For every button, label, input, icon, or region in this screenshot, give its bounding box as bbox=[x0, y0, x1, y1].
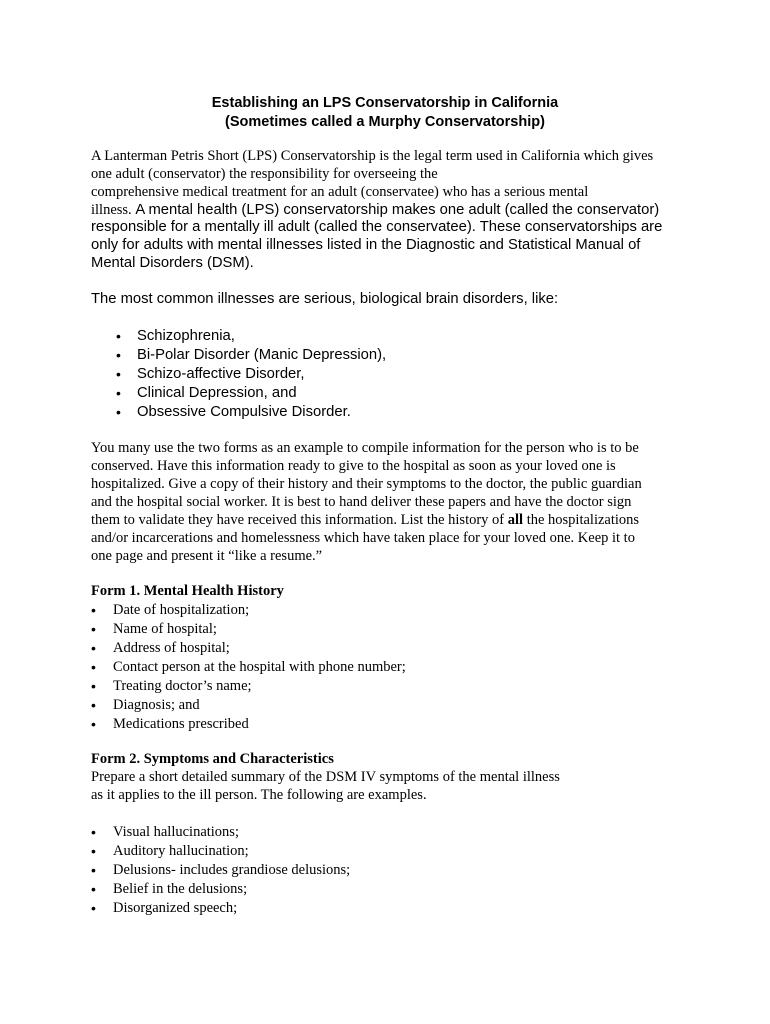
forms-line-5-after: the hospitalizations bbox=[523, 512, 640, 528]
forms-line-7: one page and present it “like a resume.” bbox=[91, 548, 323, 564]
list-item: • Contact person at the hospital with phone number; bbox=[113, 658, 406, 677]
document-title: Establishing an LPS Conservatorship in California bbox=[211, 95, 559, 111]
forms-line-1: You many use the two forms as an example to compile information for the person who is to be bbox=[91, 440, 639, 456]
list-item: • Delusions- includes grandiose delusions; bbox=[113, 861, 350, 880]
document-subtitle: (Sometimes called a Murphy Conservatorship) bbox=[225, 114, 545, 130]
list-item: • Diagnosis; and bbox=[113, 696, 406, 715]
forms-line-6: and/or incarcerations and homelessness which have taken place for your loved one. Keep it to bbox=[91, 530, 635, 546]
intro-line-6: only for adults with mental illnesses listed in the Diagnostic and Statistical Manual of bbox=[91, 237, 641, 253]
form2-desc-line-1: Prepare a short detailed summary of the DSM IV symptoms of the mental illness bbox=[91, 769, 560, 785]
forms-line-4: and the hospital social worker. It is best to hand deliver these papers and have the doctor sign bbox=[91, 494, 632, 510]
list-item: • Treating doctor’s name; bbox=[113, 677, 406, 696]
illnesses-list bbox=[137, 327, 386, 422]
list-item: • Obsessive Compulsive Disorder. bbox=[137, 403, 386, 422]
intro-line-3: comprehensive medical treatment for an adult (conservatee) who has a serious mental bbox=[91, 184, 589, 200]
list-item: • Date of hospitalization; bbox=[113, 601, 406, 620]
list-item: • Medications prescribed bbox=[113, 715, 406, 734]
intro-line-2: one adult (conservator) the responsibility for overseeing the bbox=[91, 166, 438, 182]
list-item: • Clinical Depression, and bbox=[137, 384, 386, 403]
forms-line-3: hospitalized. Give a copy of their history and their symptoms to the doctor, the public guardian bbox=[91, 476, 642, 492]
list-item: • Schizophrenia, bbox=[137, 327, 386, 346]
form2-heading: Form 2. Symptoms and Characteristics bbox=[91, 751, 334, 767]
list-item: • Belief in the delusions; bbox=[113, 880, 350, 899]
forms-line-5 bbox=[91, 512, 639, 529]
intro-line-7: Mental Disorders (DSM). bbox=[91, 255, 254, 271]
list-item: • Address of hospital; bbox=[113, 639, 406, 658]
forms-line-2: conserved. Have this information ready to give to the hospital as soon as your loved one is bbox=[91, 458, 616, 474]
list-item: • Visual hallucinations; bbox=[113, 823, 350, 842]
form1-heading: Form 1. Mental Health History bbox=[91, 583, 284, 599]
list-item: • Schizo-affective Disorder, bbox=[137, 365, 386, 384]
intro-line-4 bbox=[91, 201, 659, 219]
list-item: • Bi-Polar Disorder (Manic Depression), bbox=[137, 346, 386, 365]
form2-desc-line-2: as it applies to the ill person. The following are examples. bbox=[91, 787, 427, 803]
forms-line-5-before: them to validate they have received this information. List the history of bbox=[91, 512, 508, 528]
intro-line-5: responsible for a mentally ill adult (called the conservatee). These conservatorships are bbox=[91, 219, 663, 235]
list-item: • Name of hospital; bbox=[113, 620, 406, 639]
intro-line-4-sans: A mental health (LPS) conservatorship makes one adult (called the conservator) bbox=[135, 202, 660, 218]
intro-line-1: A Lanterman Petris Short (LPS) Conservatorship is the legal term used in California which gives bbox=[91, 148, 654, 164]
intro-line-4-serif: illness. bbox=[91, 202, 136, 218]
illnesses-heading: The most common illnesses are serious, biological brain disorders, like: bbox=[91, 291, 559, 307]
forms-line-5-bold: all bbox=[507, 512, 524, 528]
form1-list bbox=[113, 601, 406, 734]
form2-list bbox=[113, 823, 350, 918]
list-item: • Auditory hallucination; bbox=[113, 842, 350, 861]
list-item: • Disorganized speech; bbox=[113, 899, 350, 918]
